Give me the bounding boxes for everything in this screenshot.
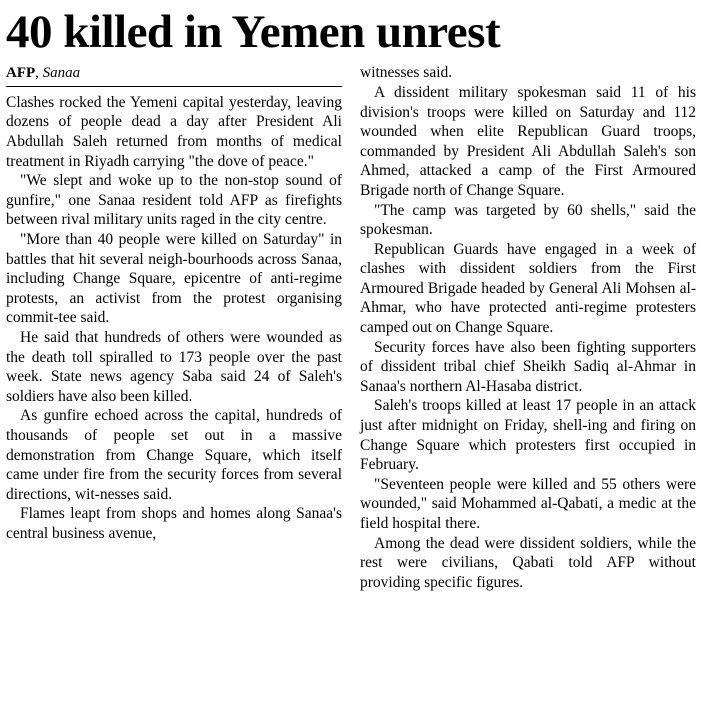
paragraph: Security forces have also been fighting supporters of dissident tribal chief Sheikh Sadiq al-Ahmar in Sanaa's northern Al-Hasaba district. — [360, 338, 696, 395]
byline-divider — [6, 86, 342, 87]
article-column-left — [6, 63, 342, 543]
byline-agency: AFP — [6, 65, 36, 82]
paragraph: A dissident military spokesman said 11 of his division's troops were killed on Saturday and 112 wounded when elite Republican Guard troops, commanded by President Ali Abdullah Saleh's son Ahmed, attacked a camp of the First Armoured Brigade north of Change Square. — [360, 83, 696, 199]
paragraph: "We slept and woke up to the non-stop sound of gunfire," one Sanaa resident told AFP as firefights between rival military units raged in the city centre. — [6, 172, 342, 229]
byline-separator: , — [35, 65, 39, 82]
paragraph: As gunfire echoed across the capital, hundreds of thousands of people set out in a massive demonstration from Change Square, which itself came under fire from the security forces from several directions, wit-nesses said. — [6, 407, 342, 503]
paragraph: "More than 40 people were killed on Saturday" in battles that hit several neigh-bourhoods across Sanaa, including Change Square, epicentre of anti-regime protests, an activist from the protest organising commit-tee said. — [6, 231, 342, 327]
article-columns — [6, 63, 695, 592]
page-title: 40 killed in Yemen unrest — [6, 6, 501, 58]
paragraph: "Seventeen people were killed and 55 others were wounded," said Mohammed al-Qabati, a medic at the field hospital there. — [360, 475, 696, 532]
paragraph: "The camp was targeted by 60 shells," said the spokesman. — [360, 201, 696, 239]
paragraph: Republican Guards have engaged in a week of clashes with dissident soldiers from the First Armoured Brigade headed by General Ali Mohsen al-Ahmar, who have protected anti-regime protesters camped out on Change Square. — [360, 240, 696, 337]
article-column-right — [360, 63, 696, 592]
paragraph: Clashes rocked the Yemeni capital yesterday, leaving dozens of people dead a day after President Ali Abdullah Saleh returned from months of medical treatment in Riyadh carrying "the dove of peace." — [6, 93, 342, 170]
byline — [6, 65, 342, 82]
paragraph: Flames leapt from shops and homes along Sanaa's central business avenue, — [6, 505, 342, 542]
byline-place: Sanaa — [42, 65, 81, 82]
paragraph: He said that hundreds of others were wounded as the death toll spiralled to 173 people over the past week. State news agency Saba said 24 of Saleh's soldiers have also been killed. — [6, 328, 342, 405]
paragraph: witnesses said. — [360, 64, 453, 82]
paragraph: Saleh's troops killed at least 17 people in an attack just after midnight on Friday, shell-ing and firing on Change Square which protesters first occupied in February. — [360, 397, 696, 474]
paragraph: Among the dead were dissident soldiers, while the rest were civilians, Qabati told AFP without providing specific figures. — [360, 534, 696, 591]
